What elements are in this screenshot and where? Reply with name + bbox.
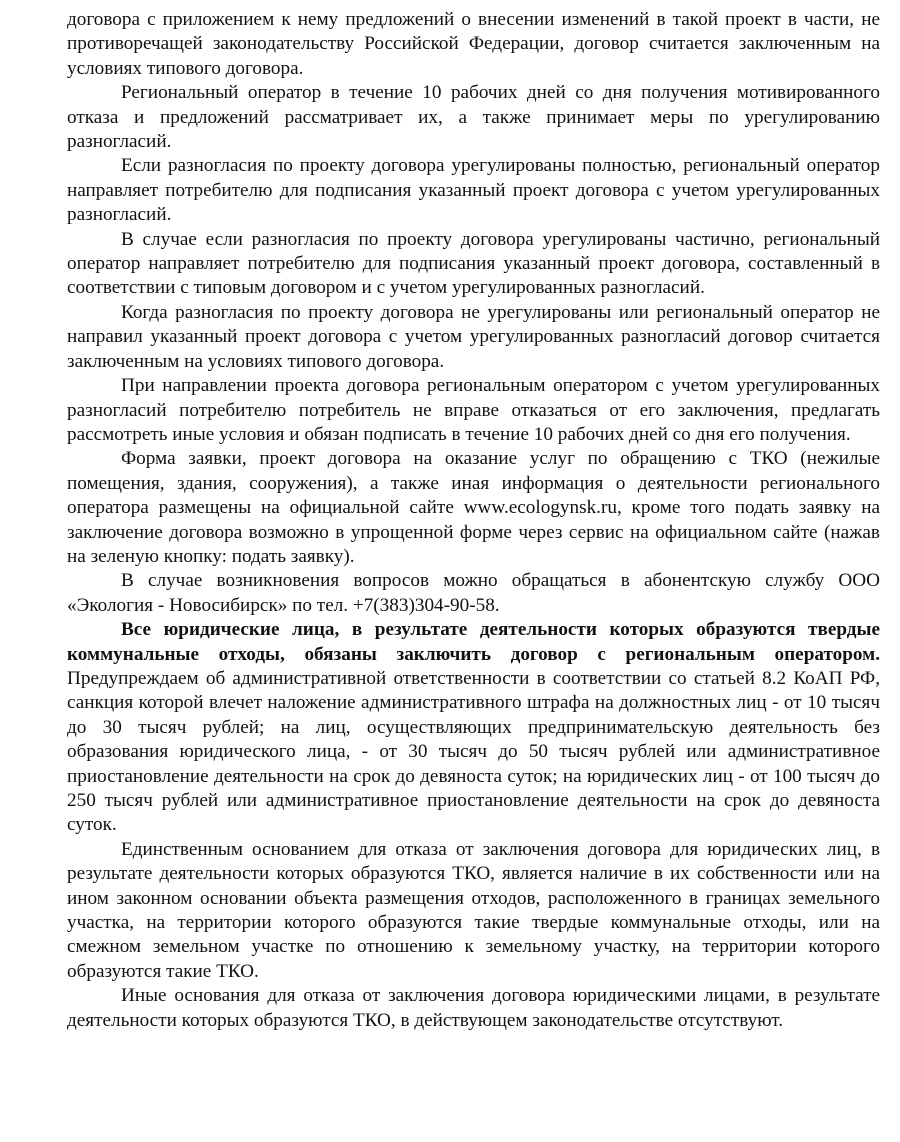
paragraph-liability-warning (67, 618, 880, 838)
paragraph-consumer-obligation: При направлении проекта договора региональным оператором с учетом урегулированных разногласий потребителю потребитель не вправе отказаться от его заключения, предлагать рассмотреть иные условия и обязан подписать в течение 10 рабочих дней со дня его получения. (67, 375, 880, 445)
paragraph-application-form: Форма заявки, проект договора на оказание услуг по обращению с ТКО (нежилые помещения, здания, сооружения), а также иная информация о деятельности регионального оператора размещены на официальной сайте www.ecologynsk.ru, кроме того подать заявку на заключение договора возможно в упрощенной форме через сервис на официальном сайте (нажав на зеленую кнопку: подать заявку). (67, 448, 880, 567)
paragraph-not-resolved: Когда разногласия по проекту договора не урегулированы или региональный оператор не направил указанный проект договора с учетом урегулированных разногласий договор считается заключенным на условиях типового договора. (67, 301, 880, 372)
paragraph-refusal-grounds: Единственным основанием для отказа от заключения договора для юридических лиц, в результате деятельности которых образуются ТКО, является наличие в их собственности или на ином законном основании объекта размещения отходов, расположенного в границах земельного участка, на территории которого образуются такие твердые коммунальные отходы, или на смежном земельном участке по отношению к земельному участку, на территории которого образуются такие ТКО. (67, 838, 880, 982)
document-page (67, 8, 880, 1033)
paragraph-contract-continuation: договора с приложением к нему предложений о внесении изменений в такой проект в части, не противоречащей законодательству Российской Федерации, договор считается заключенным на условиях типового договора. (67, 9, 880, 79)
paragraph-operator-review: Региональный оператор в течение 10 рабочих дней со дня получения мотивированного отказа и предложений рассматривает их, а также принимает меры по урегулированию разногласий. (67, 82, 880, 153)
paragraph-partially-resolved: В случае если разногласия по проекту договора урегулированы частично, региональный оператор направляет потребителю для подписания указанный проект договора, составленный в соответствии с типовым договором и с учетом урегулированных разногласий. (67, 228, 880, 299)
paragraph-no-other-grounds: Иные основания для отказа от заключения договора юридическими лицами, в результате деятельности которых образуются ТКО, в действующем законодательстве отсутствуют. (67, 985, 880, 1031)
warning-bold-text: Все юридические лица, в результате деятельности которых образуются твердые коммунальные отходы, обязаны заключить договор с региональным оператором. (67, 619, 880, 665)
warning-regular-text: Предупреждаем об административной ответственности в соответствии со статьей 8.2 КоАП РФ, санкция которой влечет наложение административного штрафа на должностных лиц - от 10 тысяч до 30 тысяч рублей; на лиц, осуществляющих предпринимательскую деятельность без образования юридического лица, - от 30 тысяч до 50 тысяч рублей или административное приостановление деятельности на срок до девяноста суток; на юридических лиц - от 100 тысяч до 250 тысяч рублей или административное приостановление деятельности на срок до девяноста суток. (67, 667, 880, 836)
paragraph-contact-info: В случае возникновения вопросов можно обращаться в абонентскую службу ООО «Экология - Новосибирск» по тел. +7(383)304-90-58. (67, 570, 880, 616)
paragraph-fully-resolved: Если разногласия по проекту договора урегулированы полностью, региональный оператор направляет потребителю для подписания указанный проект договора с учетом урегулированных разногласий. (67, 155, 880, 226)
